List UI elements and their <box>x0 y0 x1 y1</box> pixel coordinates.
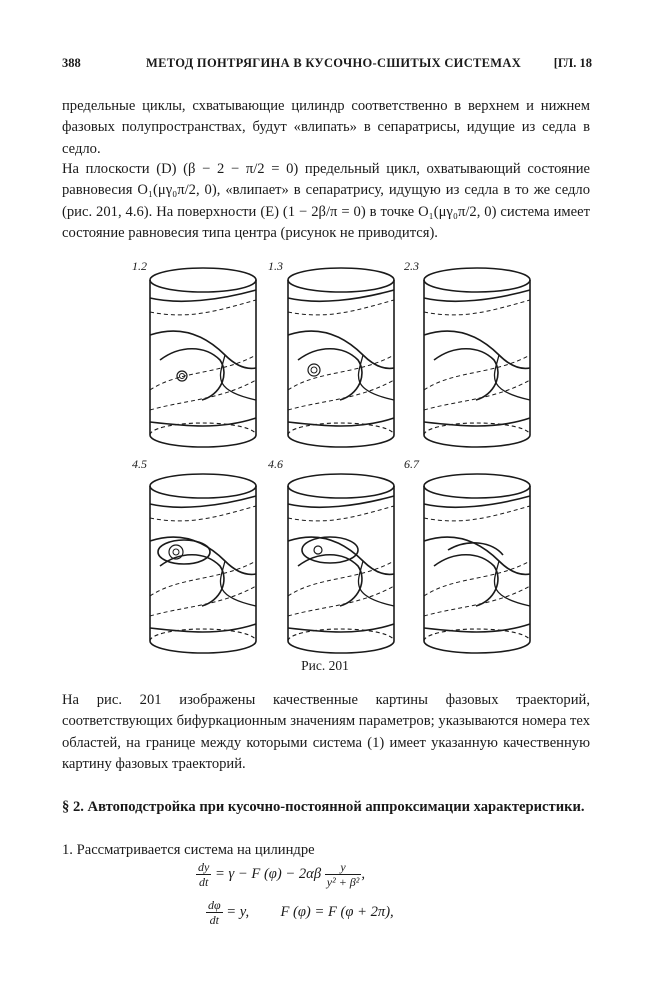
panel-label-1-3: 1.3 <box>268 259 283 273</box>
running-title: МЕТОД ПОНТРЯГИНА В КУСОЧНО-СШИТЫХ СИСТЕМАХ <box>146 56 522 70</box>
equation-2 <box>206 898 394 927</box>
figure-caption: Рис. 201 <box>301 658 349 673</box>
panel-label-4-6: 4.6 <box>268 457 283 471</box>
panel-1-3 <box>268 259 394 447</box>
eq1-rhs-fraction: $\frac{y}{\text{y² + β²}}$ <box>326 860 360 889</box>
eq1-comma: , <box>361 865 366 882</box>
eq2-rhs: = y, <box>226 903 250 920</box>
paragraph-3: На рис. 201 изображены качественные картины фазовых траекторий, соответствующих бифуркационным значениям параметров; указываются номера тех областей, на границе между которыми система (1) имеет указанную качественную картину фазовых траекторий. <box>62 692 590 773</box>
running-header <box>62 56 592 76</box>
panel-label-4-5: 4.5 <box>132 457 147 471</box>
panel-2-3 <box>404 259 530 447</box>
paragraph-1: предельные циклы, схватывающие цилиндр соответственно в верхнем и нижнем фазовых полупространствах, будут «влипать» в сепаратрисы, идущие из седла в седло. <box>62 98 590 157</box>
panel-6-7 <box>404 457 530 653</box>
paragraph-4: 1. Рассматривается система на цилиндре <box>62 842 315 858</box>
panel-label-6-7: 6.7 <box>404 457 419 471</box>
panel-1-2 <box>132 259 256 447</box>
panel-4-6 <box>268 457 394 653</box>
phase-portraits <box>118 250 558 668</box>
figure-201 <box>118 250 558 668</box>
eq2-periodicity: F (φ) = F (φ + 2π), <box>280 903 394 920</box>
eq2-lhs-fraction: $\frac{d\varphi}{dt}$ <box>208 898 221 927</box>
equation-1 <box>196 860 365 889</box>
paragraph-2: На плоскости (D) (β − 2 − π/2 = 0) предельный цикл, охватывающий состояние равновесия O₁(μγ₀π/2, 0), «влипает» в сепаратрису, идущую из седла в то же седло (рис. 201, 4.6). На поверхности (E) (1 − 2β/π = 0) в точке O₁(μγ₀π/2, 0) система имеет состояние равновесия типа центра (рисунок не приводится). <box>62 161 590 242</box>
eq1-rhs: = γ − F (φ) − 2αβ <box>214 865 322 882</box>
section-heading: § 2. Автоподстройка при кусочно-постоянной аппроксимации характеристики. <box>62 799 585 815</box>
page-number: 388 <box>62 56 81 70</box>
chapter-label: [ГЛ. 18 <box>553 56 592 70</box>
panel-4-5 <box>132 457 256 653</box>
eq1-lhs-fraction: $\frac{dy}{dt}$ <box>198 860 210 889</box>
panel-label-1-2: 1.2 <box>132 259 147 273</box>
panel-label-2-3: 2.3 <box>404 259 419 273</box>
